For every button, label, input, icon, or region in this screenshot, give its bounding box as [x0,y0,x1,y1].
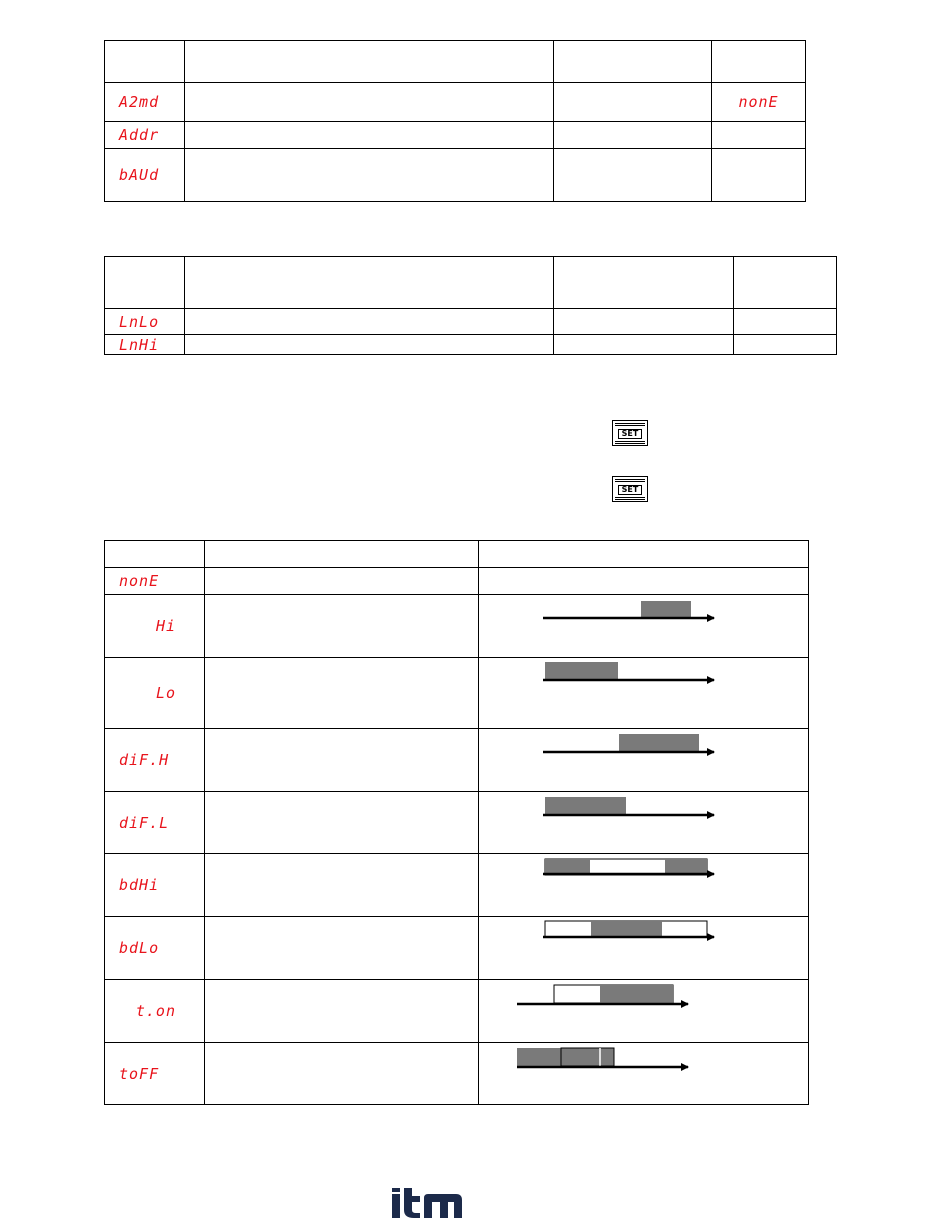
high-alarm-diagram [543,601,714,619]
band-high-diagram [543,859,714,875]
parameter-code: LnLo [105,309,185,335]
alarm-zone-bar [600,985,673,1003]
parameter-code: A2md [105,83,185,122]
alarm-zone-bar [641,601,691,619]
parameter-code: LnHi [105,335,185,355]
timer-on-diagram [517,985,688,1004]
set-key-label: SET [618,429,642,439]
band-low-diagram [543,921,714,937]
alarm-zone-bar [545,797,626,815]
parameter-code: bAUd [105,149,185,202]
itm-logo-icon [392,1188,462,1218]
default-value: nonE [712,83,806,122]
alarm-code: bdHi [105,854,205,917]
set-key-label: SET [618,485,642,495]
alarm-code: diF.H [105,729,205,792]
timer-off-diagram [517,1048,688,1067]
alarm-zone-bar [545,662,618,680]
deviation-high-diagram [543,734,714,752]
alarm-code: nonE [105,568,205,595]
alarm-code: toFF [105,1043,205,1105]
deviation-low-diagram [543,797,714,815]
alarm-code: t.on [105,980,205,1043]
alarm-code: Hi [105,595,205,658]
alarm-code: Lo [105,658,205,729]
parameter-code: Addr [105,122,185,149]
alarm-zone-bar [545,859,590,875]
low-alarm-diagram [543,662,714,680]
alarm-code: diF.L [105,792,205,854]
alarm-zone-bar [665,859,707,875]
alarm-code: bdLo [105,917,205,980]
alarm-zone-bar [591,921,662,937]
alarm-zone-bar [619,734,699,752]
